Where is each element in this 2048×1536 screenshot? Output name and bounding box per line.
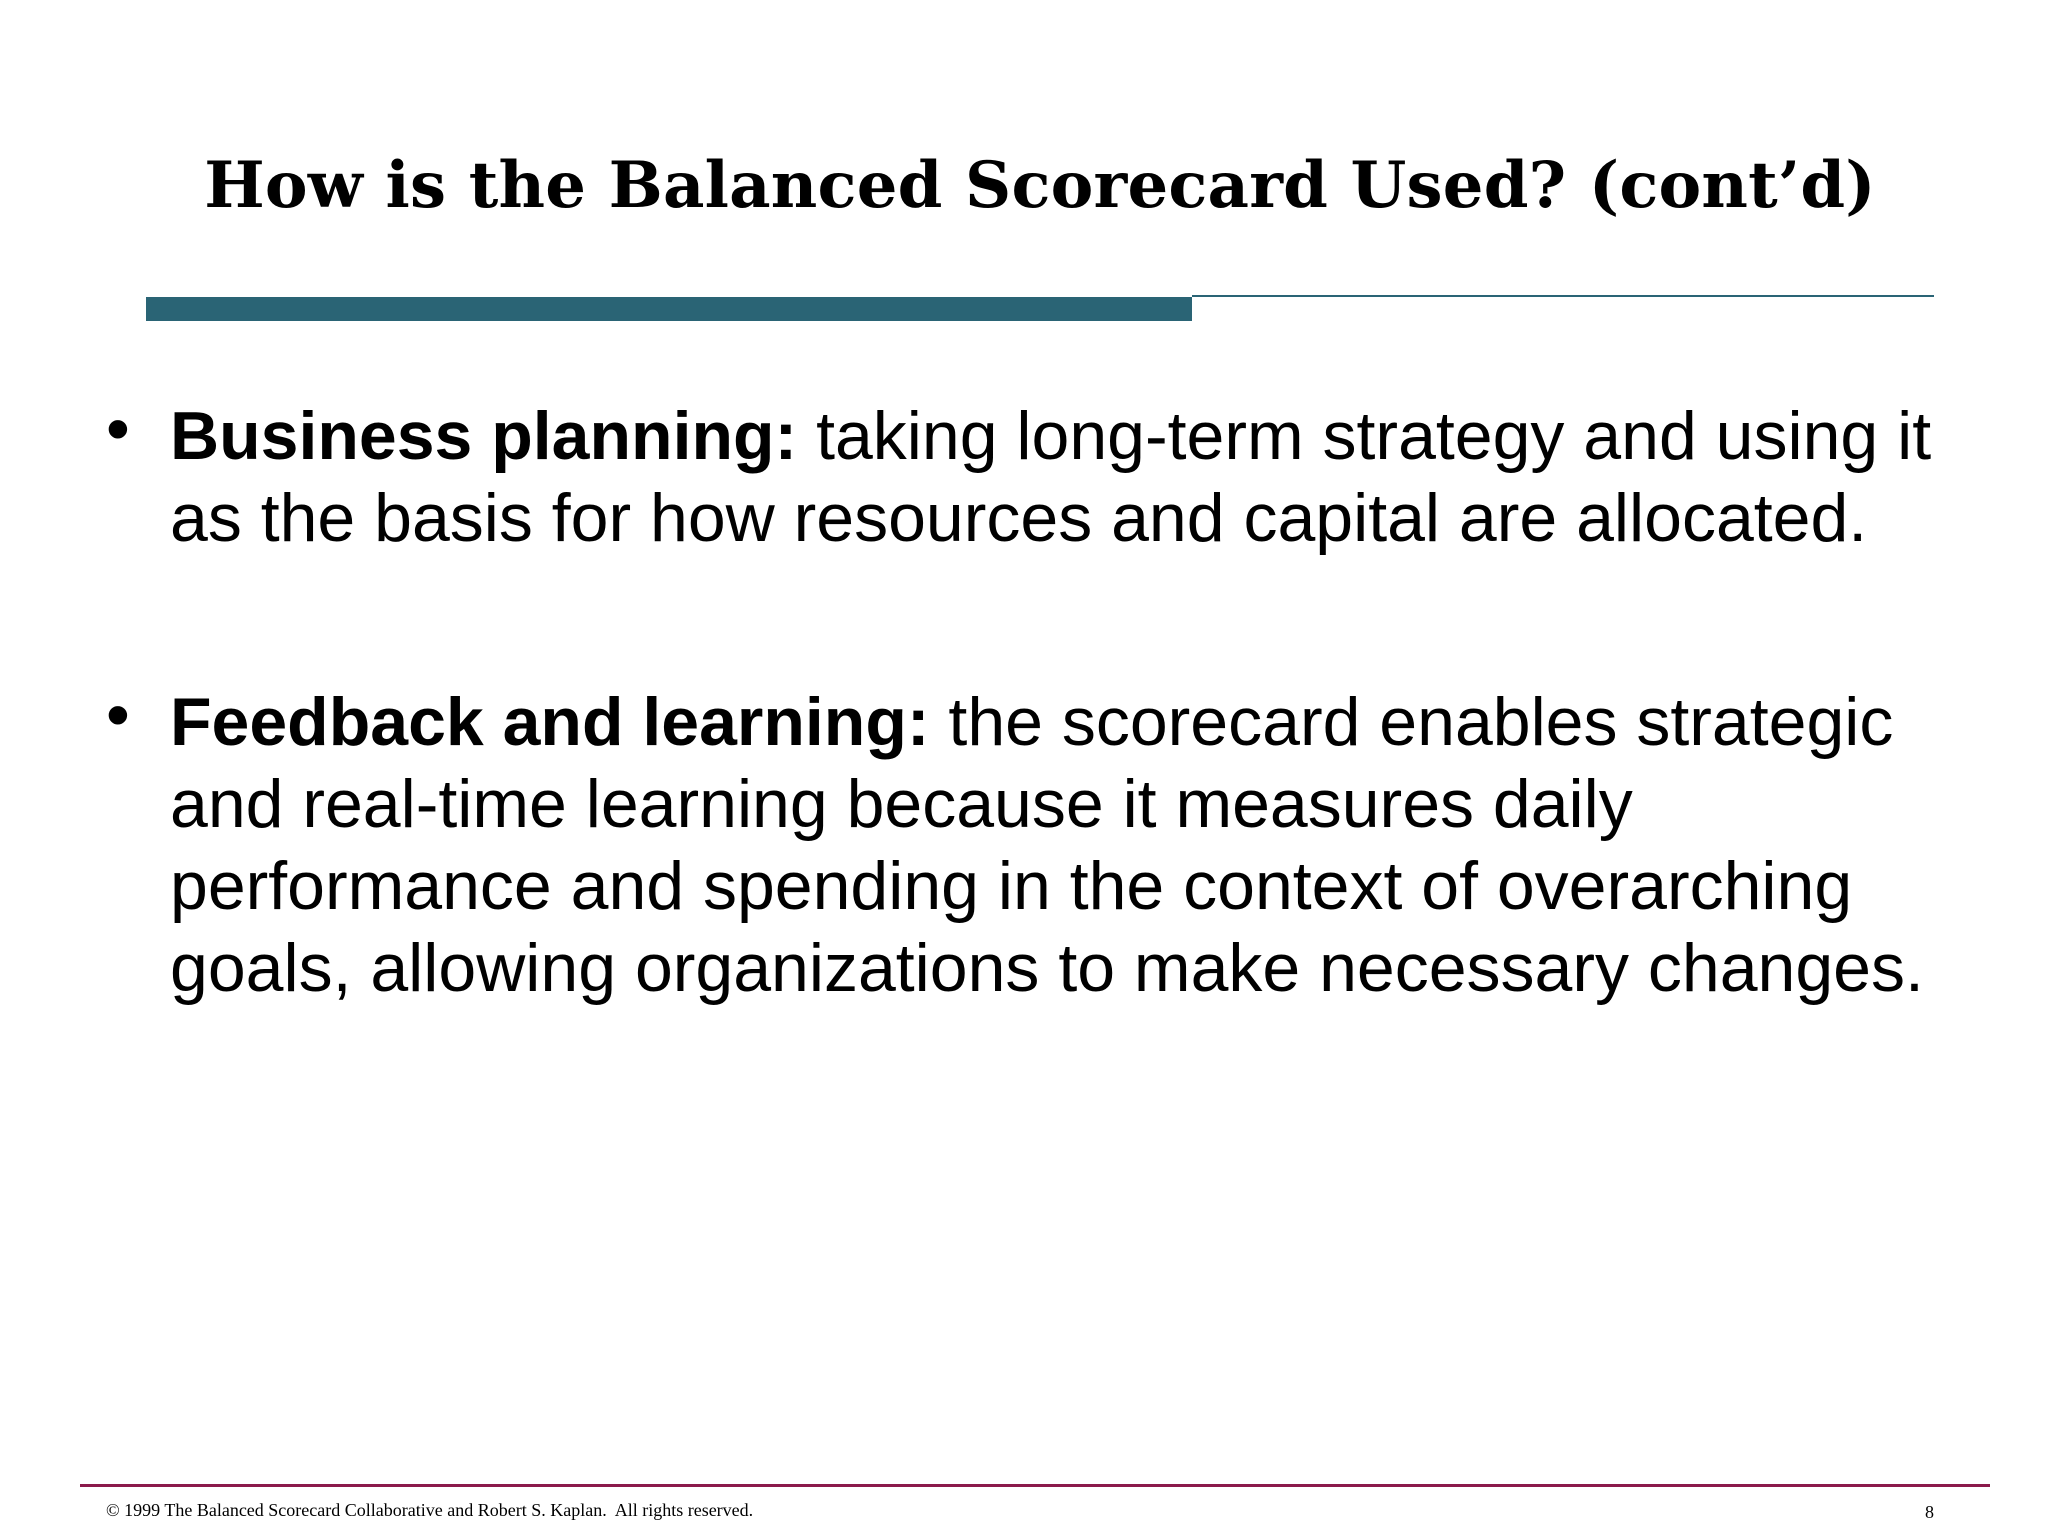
bullet-term: Feedback and learning: <box>170 684 930 760</box>
bullet-item-feedback-learning <box>0 677 2048 1009</box>
bullet-text: taking long-term strategy and using it as the basis for how resources and capital are allocated. <box>170 398 1932 556</box>
page-number: 8 <box>1925 1502 1934 1522</box>
bullet-item-business-planning <box>0 391 2048 559</box>
footer-copyright: © 1999 The Balanced Scorecard Collaborative and Robert S. Kaplan. All rights reserved. <box>106 1500 754 1520</box>
title-underline-thin <box>1192 295 1934 297</box>
slide-title: How is the Balanced Scorecard Used? (cont’d) <box>204 148 1876 223</box>
bullet-icon: • <box>106 677 130 753</box>
bullet-text: the scorecard enables strategic and real-time learning because it measures daily performance and spending in the context of overarching goals, allowing organizations to make necessary changes. <box>170 684 1924 1006</box>
bullet-list <box>0 391 2048 1009</box>
bullet-term: Business planning: <box>170 398 798 474</box>
footer-divider <box>80 1484 1990 1487</box>
title-underline-thick <box>146 297 1192 321</box>
bullet-icon: • <box>106 391 130 467</box>
